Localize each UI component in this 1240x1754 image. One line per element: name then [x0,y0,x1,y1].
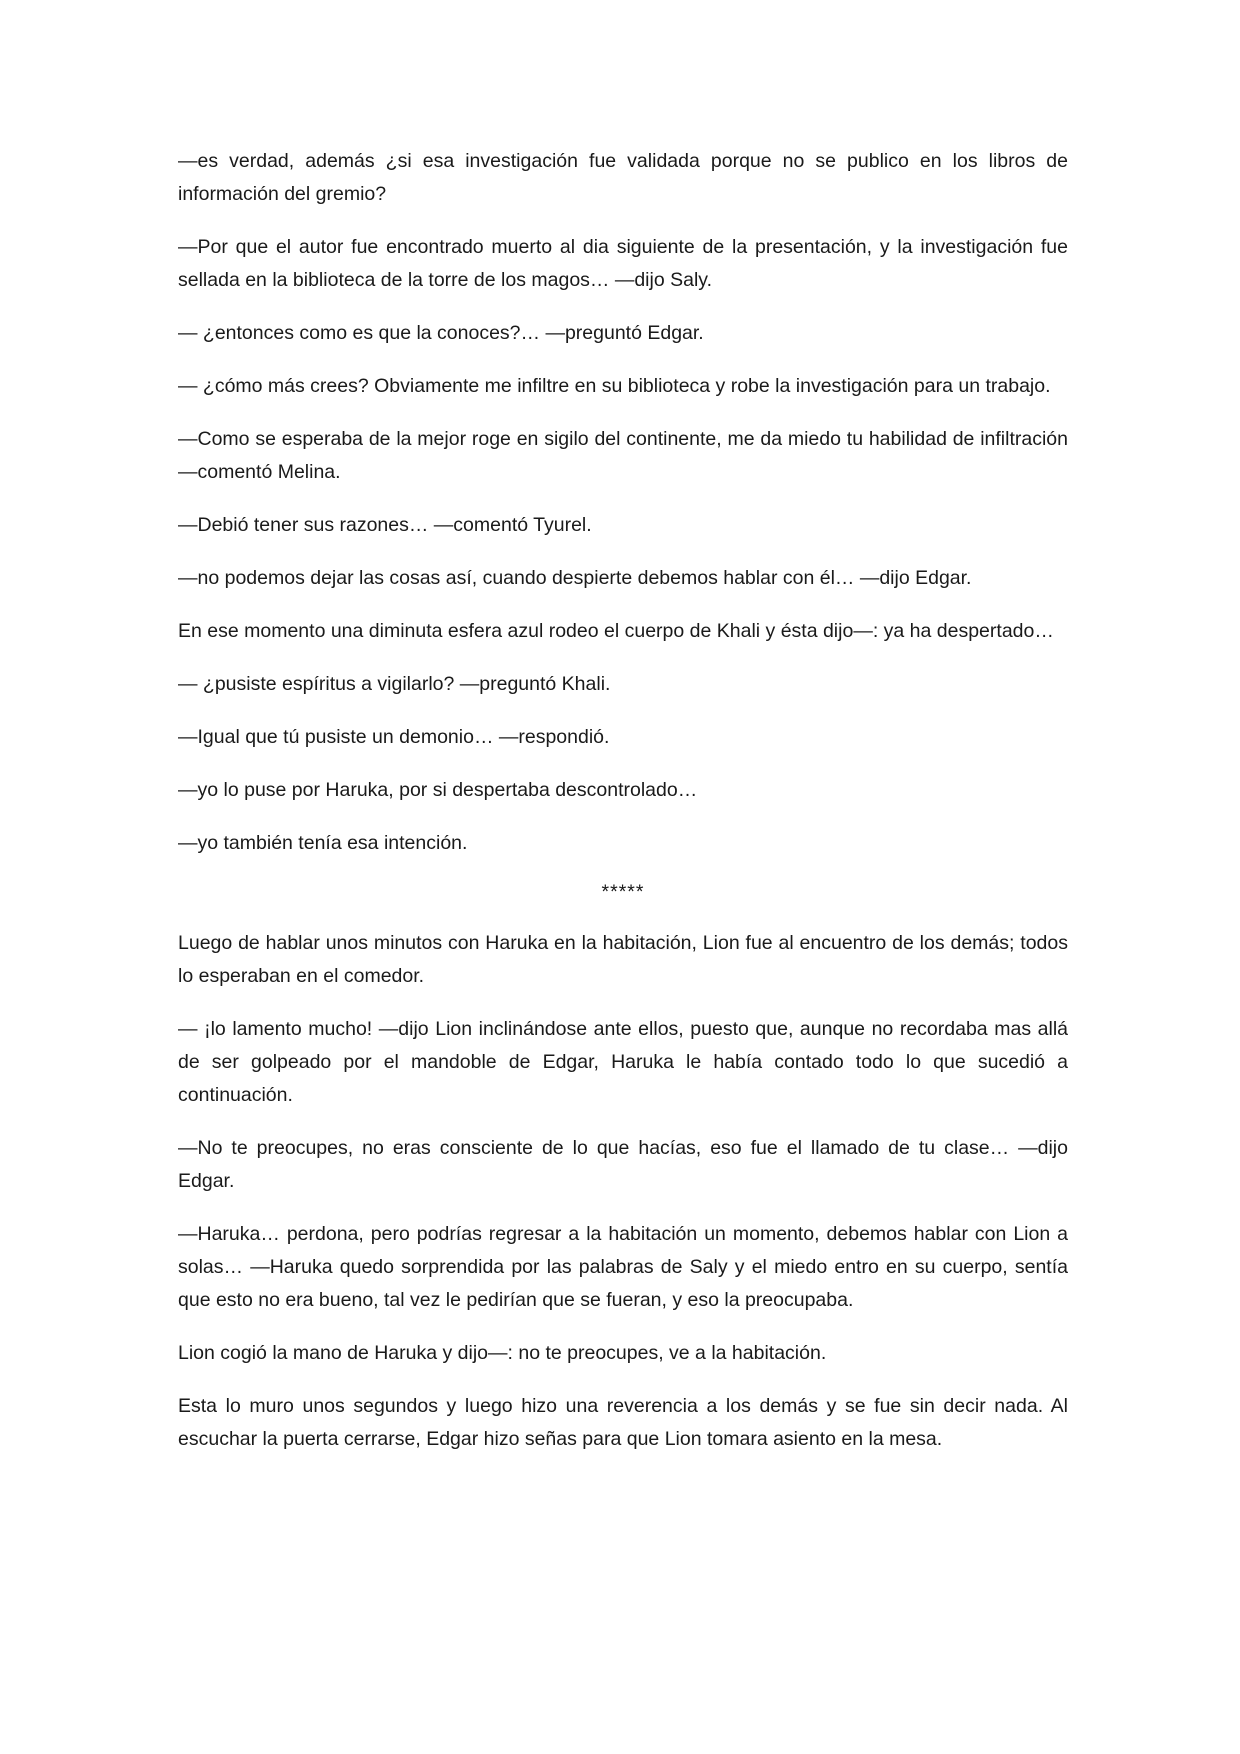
paragraph: —yo lo puse por Haruka, por si despertaba descontrolado… [178,779,698,801]
paragraph: Esta lo muro unos segundos y luego hizo una reverencia a los demás y se fue sin decir nada. Al escuchar la puerta cerrarse, Edgar hizo señas para que Lion tomara asiento en la mesa. [178,1395,1068,1450]
paragraph: —Igual que tú pusiste un demonio… —respondió. [178,726,610,748]
paragraph: Luego de hablar unos minutos con Haruka en la habitación, Lion fue al encuentro de los demás; todos lo esperaban en el comedor. [178,932,1068,987]
paragraph: —yo también tenía esa intención. [178,832,468,854]
section-separator: ***** [601,881,645,903]
paragraph: En ese momento una diminuta esfera azul rodeo el cuerpo de Khali y ésta dijo—: ya ha despertado… [178,620,1054,642]
paragraph: —No te preocupes, no eras consciente de lo que hacías, eso fue el llamado de tu clase… —dijo Edgar. [178,1137,1068,1192]
paragraph: — ¿entonces como es que la conoces?… —preguntó Edgar. [178,322,704,344]
paragraph: —Por que el autor fue encontrado muerto al dia siguiente de la presentación, y la investigación fue sellada en la biblioteca de la torre de los magos… —dijo Saly. [178,236,1068,291]
paragraph: — ¿pusiste espíritus a vigilarlo? —preguntó Khali. [178,673,611,695]
paragraph: —Haruka… perdona, pero podrías regresar a la habitación un momento, debemos hablar con Lion a solas… —Haruka quedo sorprendida por las palabras de Saly y el miedo entro en su cuerpo, sentía que esto no era bueno, tal vez le pedirían que se fueran, y eso la preocupaba. [178,1223,1068,1311]
paragraph: —no podemos dejar las cosas así, cuando despierte debemos hablar con él… —dijo Edgar. [178,567,972,589]
paragraph: —Debió tener sus razones… —comentó Tyurel. [178,514,592,536]
document-body [178,145,1068,1476]
paragraph: — ¡lo lamento mucho! —dijo Lion inclinándose ante ellos, puesto que, aunque no recordaba mas allá de ser golpeado por el mandoble de Edgar, Haruka le había contado todo lo que sucedió a continuación. [178,1018,1068,1106]
paragraph: — ¿cómo más crees? Obviamente me infiltre en su biblioteca y robe la investigación para un trabajo. [178,375,1051,397]
paragraph: Lion cogió la mano de Haruka y dijo—: no te preocupes, ve a la habitación. [178,1342,827,1364]
paragraph: —Como se esperaba de la mejor roge en sigilo del continente, me da miedo tu habilidad de infiltración —comentó Melina. [178,428,1068,483]
paragraph: —es verdad, además ¿si esa investigación fue validada porque no se publico en los libros de información del gremio? [178,150,1068,205]
